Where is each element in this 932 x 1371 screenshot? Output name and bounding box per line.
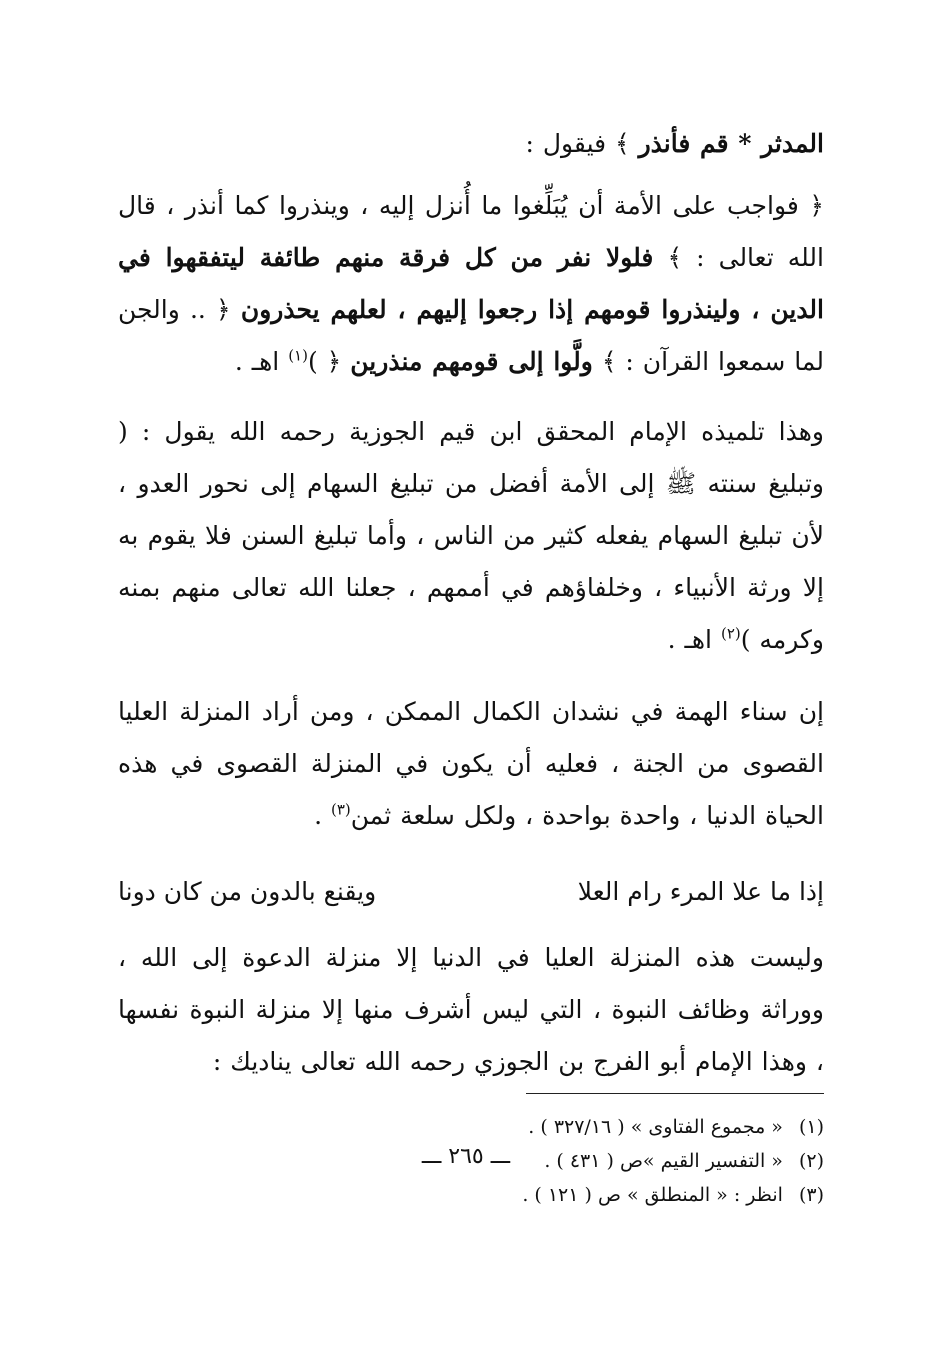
paragraph-warning-duty <box>118 180 824 388</box>
footnote-item <box>118 1110 824 1144</box>
footnote-item <box>118 1178 824 1212</box>
text-segment: ﴿ فواجب على الأمة أن يُبَلِّغوا ما أُنزل إليه ، وينذروا كما أنذر ، قال الله تعالى : ﴾ <box>118 191 824 272</box>
text-segment: اهـ . <box>234 347 289 376</box>
footnote-text: « مجموع الفتاوى » ( ٣٢٧/١٦ ) . <box>528 1116 783 1138</box>
paragraph-intro <box>118 118 824 170</box>
text-segment: ﴿ .. والجن لما سمعوا القرآن : ﴾ <box>118 295 824 376</box>
poem-first-hemistich: إذا ما علا المرء رام العلا <box>577 877 824 906</box>
text-segment: وهذا تلميذه الإمام المحقق ابن قيم الجوزية رحمه الله يقول : ( وتبليغ سنته ﷺ إلى الأمة أفضل من تبليغ السهام إلى نحور العدو ، لأن تبليغ السهام يفعله كثير من الناس ، وأما تبليغ السنن فلا يقوم به إلا ورثة الأنبياء ، وخلفاؤهم في أممهم ، جعلنا الله تعالى منهم بمنه وكرمه ) <box>118 417 824 654</box>
text-segment: اهـ . <box>667 625 721 654</box>
poem-second-hemistich: ويقنع بالدون من كان دونا <box>118 877 377 906</box>
page-body <box>118 118 824 1318</box>
intro-text: ﴾ فيقول : <box>525 129 639 158</box>
text-segment: وليست هذه المنزلة العليا في الدنيا إلا منزلة الدعوة إلى الله ، ووراثة وظائف النبوة ، التي ليس أشرف منها إلا منزلة النبوة نفسها ، وهذا الإمام أبو الفرج بن الجوزي رحمه الله تعالى يناديك : <box>118 943 824 1076</box>
paragraph-dawah <box>118 932 824 1088</box>
footnote-text: « التفسير القيم »ص ( ٤٣١ ) . <box>544 1150 783 1172</box>
text-segment: ﴿ ) <box>307 347 351 376</box>
footnote-ref-2: (٢) <box>720 624 741 643</box>
quran-verse-fragment: المدثر * قم فأنذر <box>638 129 824 158</box>
footnote-ref-1: (١) <box>288 346 308 365</box>
quran-verse: فلولا نفر من كل فرقة منهم طائفة ليتفقهوا في الدين ، ولينذروا قومهم إذا رجعوا إليهم ، لعلهم يحذرون <box>118 243 824 324</box>
paragraph-high-aspiration <box>118 686 824 842</box>
footnote-text: انظر : « المنطلق » ص ( ١٢١ ) . <box>522 1184 783 1206</box>
text-segment: . <box>314 801 331 830</box>
page-number: ـــ ٢٦٥ ـــ <box>421 1144 511 1169</box>
footnote-number: (١) <box>798 1116 824 1138</box>
footnote-number: (٢) <box>798 1150 824 1172</box>
footnote-divider <box>526 1093 824 1094</box>
text-segment: إن سناء الهمة في نشدان الكمال الممكن ، ومن أراد المنزلة العليا القصوى من الجنة ، فعليه أن يكون في المنزلة القصوى في هذه الحياة الدنيا ، واحدة بواحدة ، ولكل سلعة ثمن <box>118 697 824 830</box>
footnote-ref-3: (٣) <box>330 800 351 819</box>
paragraph-ibn-qayyim <box>118 406 824 666</box>
footnote-number: (٣) <box>798 1184 824 1206</box>
quran-verse: ولَّوا إلى قومهم منذرين <box>350 347 593 376</box>
poem-verse <box>118 866 824 918</box>
